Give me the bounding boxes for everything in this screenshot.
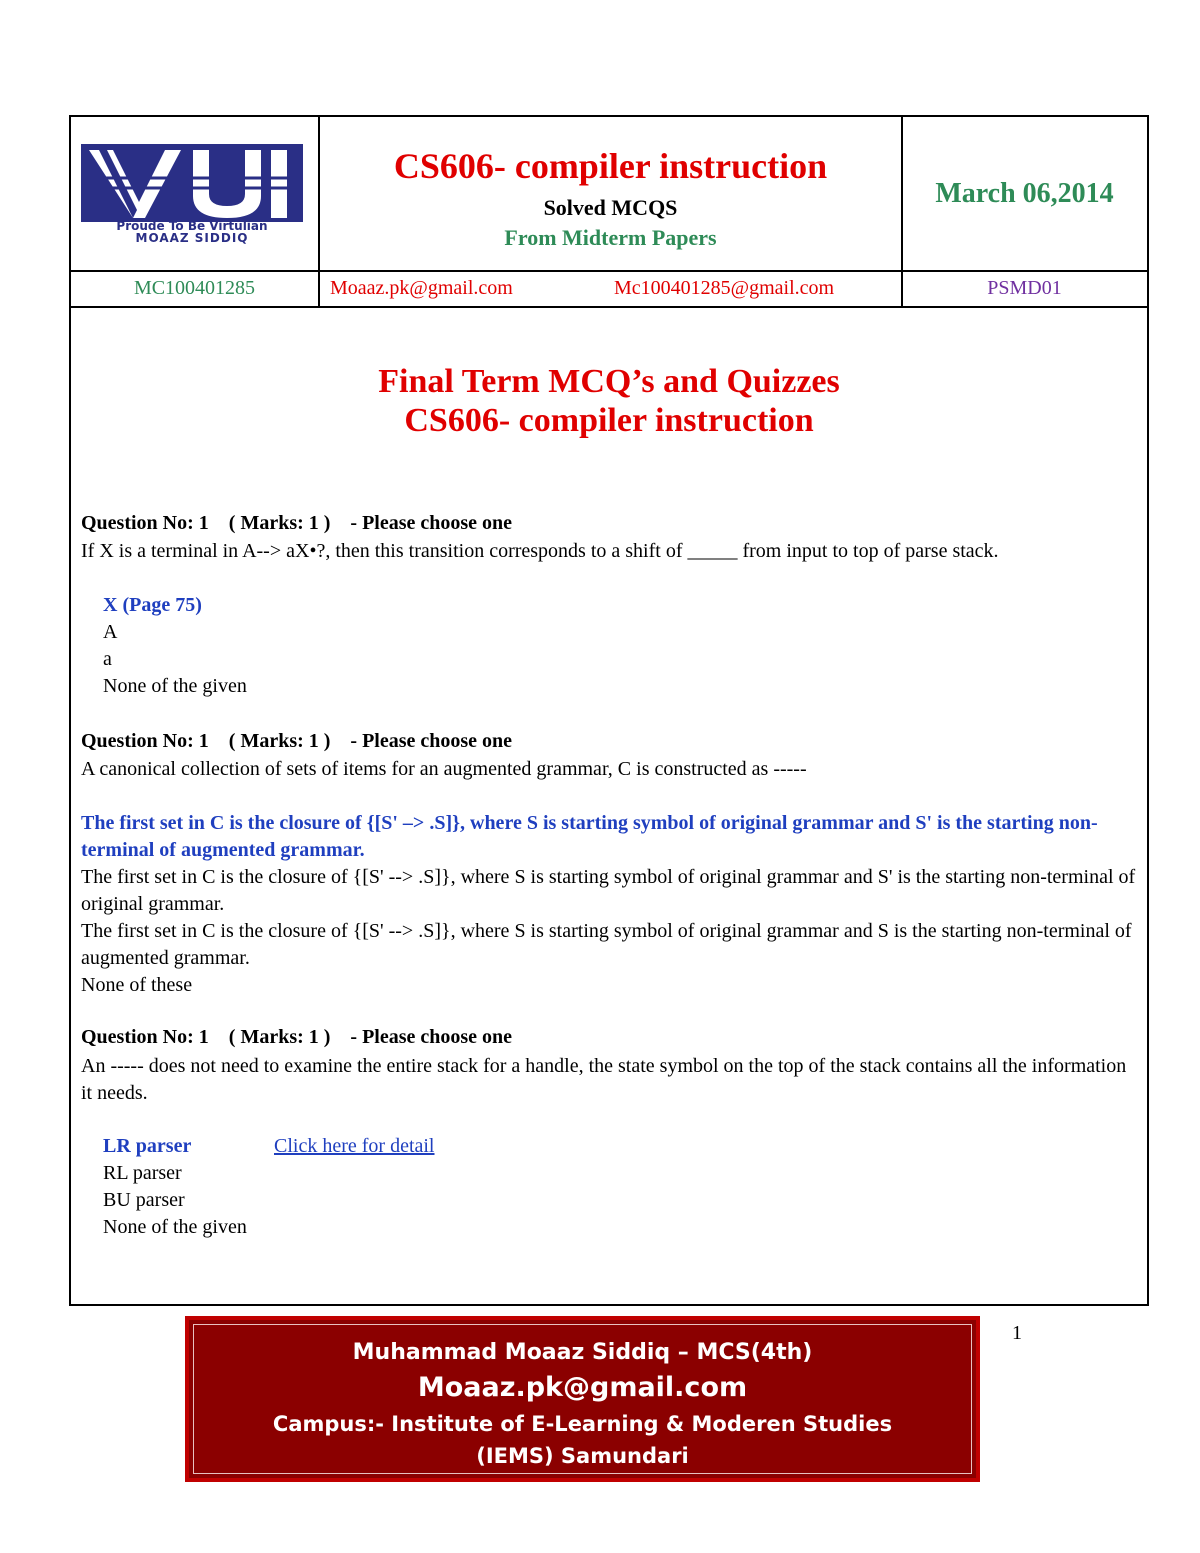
question-1-option: None of the given xyxy=(103,675,247,697)
code-cell: PSMD01 xyxy=(987,277,1062,299)
email-primary[interactable]: Moaaz.pk@gmail.com xyxy=(330,277,513,299)
question-2-option: The first set in C is the closure of {[S' --> .S]}, where S is starting symbol of original grammar and S is the starting non-terminal of augmented grammar. xyxy=(81,920,1132,969)
question-1-option: A xyxy=(103,621,118,643)
header-date: March 06,2014 xyxy=(935,177,1114,209)
question-1-option-correct: X (Page 75) xyxy=(103,594,202,616)
header-subtitle: Solved MCQS xyxy=(543,195,678,220)
footer-banner xyxy=(185,1316,980,1482)
question-2-option-correct: The first set in C is the closure of {[S' –> .S]}, where S is starting symbol of original grammar and S' is the starting non-terminal of augmented grammar. xyxy=(81,812,1098,861)
title-cell xyxy=(320,117,903,270)
question-3-option: RL parser xyxy=(103,1162,182,1184)
footer-email: Moaaz.pk@gmail.com xyxy=(417,1372,748,1403)
doc-title-line1: Final Term MCQ’s and Quizzes xyxy=(378,363,840,400)
question-3-option-correct: LR parser xyxy=(103,1135,192,1157)
doc-title-line2: CS606- compiler instruction xyxy=(404,402,814,439)
question-1-option: a xyxy=(103,648,112,670)
student-id: MC100401285 xyxy=(71,272,320,306)
document-frame xyxy=(69,115,1149,1306)
header-table xyxy=(71,117,1147,272)
question-2-heading: Question No: 1 ( Marks: 1 ) - Please choose one xyxy=(81,730,513,752)
question-2-option: None of these xyxy=(81,974,193,996)
page-number: 1 xyxy=(1012,1322,1022,1344)
footer-campus: Campus:- Institute of E-Learning & Moderen Studies xyxy=(272,1412,893,1436)
logo-tagline: Proude To Be Virtulian xyxy=(116,219,268,233)
question-2-text: A canonical collection of sets of items for an augmented grammar, C is constructed as ----- xyxy=(81,758,807,780)
question-1-text: If X is a terminal in A--> aX•?, then this transition corresponds to a shift of _____ from input to top of parse stack. xyxy=(81,540,999,562)
info-row xyxy=(71,272,1147,308)
header-subtitle-2: From Midterm Papers xyxy=(504,225,717,250)
logo-name: MOAAZ SIDDIQ xyxy=(135,231,249,245)
header-title: CS606- compiler instruction xyxy=(393,146,828,186)
question-3-option: BU parser xyxy=(103,1189,185,1211)
date-cell xyxy=(902,117,1147,270)
logo-cell xyxy=(71,117,320,270)
question-2-option: The first set in C is the closure of {[S' --> .S]}, where S is starting symbol of original grammar and S' is the starting non-terminal of original grammar. xyxy=(81,866,1136,915)
question-3-heading: Question No: 1 ( Marks: 1 ) - Please choose one xyxy=(81,1026,513,1048)
question-3-option: None of the given xyxy=(103,1216,247,1238)
question-3-text: An ----- does not need to examine the entire stack for a handle, the state symbol on the top of the stack contains all the information it needs. xyxy=(81,1055,1127,1104)
question-1-heading: Question No: 1 ( Marks: 1 ) - Please choose one xyxy=(81,512,513,534)
email-cell xyxy=(320,272,903,306)
email-secondary[interactable]: Mc100401285@gmail.com xyxy=(614,277,835,299)
footer-author: Muhammad Moaaz Siddiq – MCS(4th) xyxy=(352,1340,813,1365)
detail-link[interactable]: Click here for detail xyxy=(274,1135,435,1157)
vu-logo xyxy=(81,144,303,245)
footer-campus-city: (IEMS) Samundari xyxy=(476,1444,689,1468)
